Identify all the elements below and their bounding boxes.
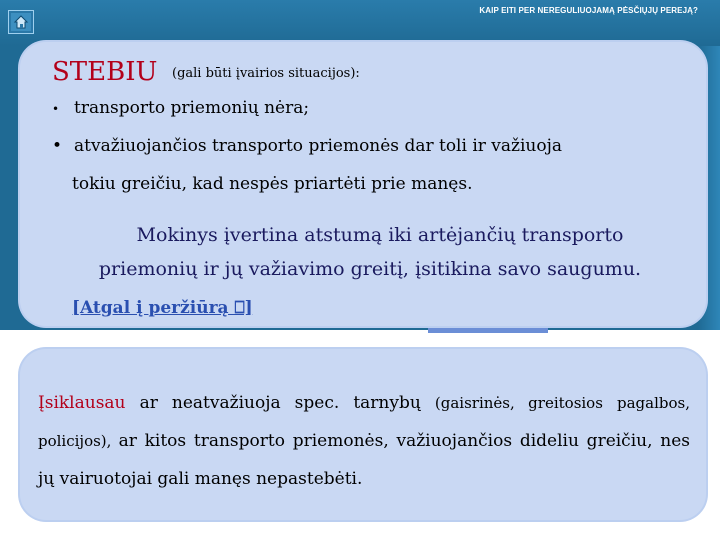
conclusion-text — [40, 218, 700, 286]
listening-paragraph — [38, 384, 690, 498]
paragraph-text: ar neatvažiuoja spec. tarnybų — [125, 393, 435, 413]
paragraph-text: ar kitos transporto priemonės, važiuojančios dideliu greičiu, nes jų vairuotojai gali manęs nepastebėti. — [38, 431, 690, 489]
bullet-continuation: tokiu greičiu, kad nespės priartėti prie manęs. — [72, 174, 473, 194]
conclusion-line: Mokinys įvertina atstumą iki artėjančių transporto — [136, 224, 624, 246]
home-icon — [13, 14, 29, 30]
paragraph-text: pagalbos, policijos), — [38, 394, 690, 450]
conclusion-line: priemonių ir jų važiavimo greitį, įsitikina savo saugumu. — [98, 258, 642, 280]
bullet-marker: • — [52, 102, 60, 116]
bullet-marker: • — [52, 136, 63, 156]
paragraph-text: (gaisrinės, greitosios — [434, 394, 603, 412]
back-to-overview-link[interactable]: [Atgal į peržiūrą ⎕] — [72, 298, 253, 318]
slide-title: KAIP EITI PER NEREGULIUOJAMĄ PĖSČIŲJŲ PEREJĄ? — [479, 6, 698, 15]
section-heading: STEBIU — [52, 57, 158, 87]
decorative-strip — [428, 328, 548, 333]
section-heading-note: (gali būti įvairios situacijos): — [172, 66, 360, 81]
bullet-text: atvažiuojančios transporto priemonės dar toli ir važiuoja — [74, 136, 563, 156]
paragraph-lead: Įsiklausau — [38, 393, 126, 413]
bullet-text: transporto priemonių nėra; — [74, 98, 310, 118]
